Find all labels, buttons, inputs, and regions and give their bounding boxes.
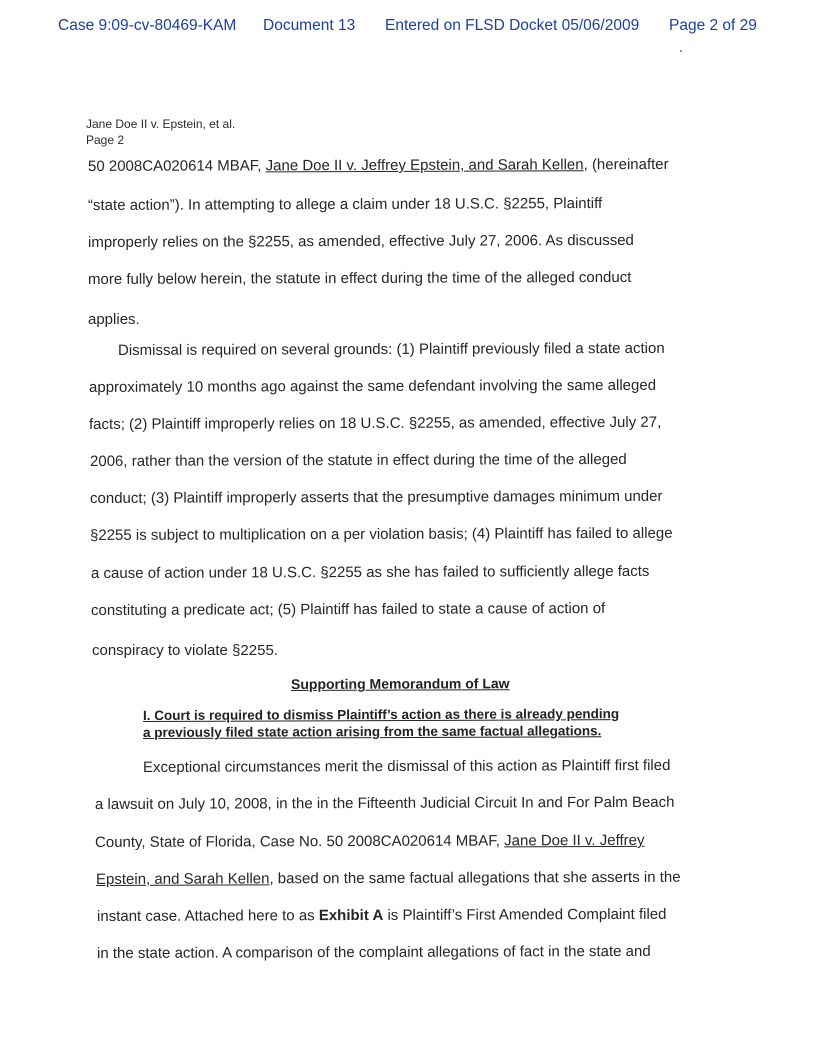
body-line: facts; (2) Plaintiff improperly relies on 18 U.S.C. §2255, as amended, effective July 27,: [88, 413, 662, 433]
body-line: “state action”). In attempting to allege a claim under 18 U.S.C. §2255, Plaintiff: [87, 195, 603, 214]
case-style-citation: Epstein, and Sarah Kellen: [95, 870, 270, 888]
body-line: a cause of action under 18 U.S.C. §2255 as she has failed to sufficiently allege facts: [90, 562, 650, 582]
body-line: in the state action. A comparison of the complaint allegations of fact in the state and: [96, 942, 651, 962]
body-line: Exceptional circumstances merit the dismissal of this action as Plaintiff first filed: [142, 756, 671, 776]
body-line: improperly relies on the §2255, as amended, effective July 27, 2006. As discussed: [87, 231, 634, 251]
subheading-line: I. Court is required to dismiss Plaintiff’s action as there is already pending: [142, 706, 620, 723]
body-line: Dismissal is required on several grounds: (1) Plaintiff previously filed a state action: [117, 339, 665, 359]
case-style-citation: Jane Doe II v. Jeffrey Epstein, and Sarah Kellen: [265, 156, 584, 175]
caption-page: Page 2: [86, 133, 125, 147]
case-number: Case 9:09-cv-80469-KAM: [58, 17, 237, 34]
body-line: instant case. Attached here to as Exhibit A is Plaintiff’s First Amended Complaint filed: [96, 905, 667, 925]
caption-title: Jane Doe II v. Epstein, et al.: [86, 117, 236, 131]
body-line: 50 2008CA020614 MBAF, Jane Doe II v. Jeffrey Epstein, and Sarah Kellen, (hereinafter: [87, 155, 669, 175]
scan-speck: [680, 50, 682, 52]
case-style-citation: Jane Doe II v. Jeffrey: [504, 831, 645, 850]
subheading-line: a previously filed state action arising from the same factual allegations.: [142, 723, 602, 740]
body-line: County, State of Florida, Case No. 50 2008CA020614 MBAF, Jane Doe II v. Jeffrey: [94, 831, 645, 851]
entered-date: Entered on FLSD Docket 05/06/2009: [385, 17, 640, 34]
body-line: conspiracy to violate §2255.: [92, 642, 278, 659]
page-indicator: Page 2 of 29: [669, 17, 757, 34]
body-line: conduct; (3) Plaintiff improperly asserts that the presumptive damages minimum under: [89, 487, 663, 507]
case-caption: [86, 116, 235, 148]
section-title: Supporting Memorandum of Law: [290, 675, 510, 692]
body-line: 2006, rather than the version of the statute in effect during the time of the alleged: [89, 450, 627, 470]
body-line: §2255 is subject to multiplication on a per violation basis; (4) Plaintiff has failed to allege: [89, 524, 673, 544]
document-number: Document 13: [263, 17, 356, 34]
body-line: approximately 10 months ago against the same defendant involving the same alleged: [88, 376, 657, 396]
body-line: more fully below herein, the statute in effect during the time of the alleged conduct: [87, 268, 632, 288]
body-line: a lawsuit on July 10, 2008, in the in the Fifteenth Judicial Circuit In and For Palm Beach: [94, 793, 675, 813]
exhibit-reference: Exhibit A: [318, 906, 384, 925]
body-line: applies.: [88, 311, 140, 328]
body-line: constituting a predicate act; (5) Plaintiff has failed to state a cause of action of: [90, 600, 606, 619]
body-line: Epstein, and Sarah Kellen, based on the same factual allegations that she asserts in the: [95, 868, 681, 888]
docket-header: [0, 17, 816, 39]
